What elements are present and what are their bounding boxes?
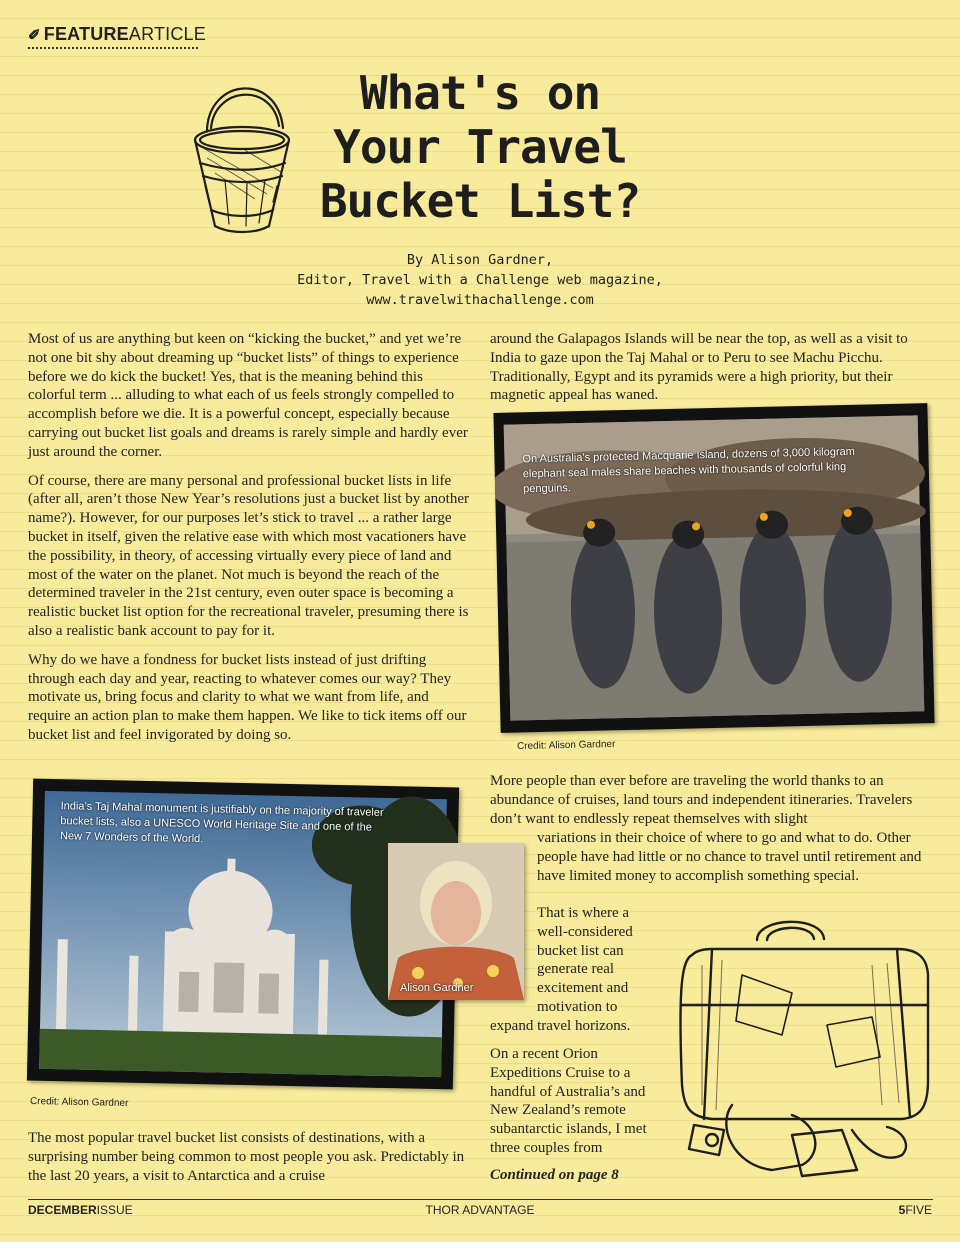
taj-credit: Credit: Alison Gardner — [29, 1095, 129, 1110]
footer-page — [899, 1203, 932, 1217]
penguin-credit: Credit: Alison Gardner — [516, 738, 616, 753]
column-right-middle — [490, 772, 922, 828]
paragraph: Of course, there are many personal and professional bucket lists in life (after all, aren’t those New Year’s resolutions just a bucket list by another name?). However, for our purposes let’s stick to travel ... a rather large bucket in itself, given the relative ease with which most vacationers have the possibility, in theory, of accessing virtually every piece of land and most of the water on the planet. Not much is beyond the reach of the determined traveler in the 21st century, even outer space is becoming a realistic bucket list option for the recreational traveler, presuming there is also a realistic bank account to pay for it. — [28, 472, 470, 639]
article-title — [300, 66, 660, 228]
portrait-caption: Alison Gardner — [400, 982, 474, 994]
pencil-icon: ✐ — [28, 27, 41, 44]
portrait-image — [388, 843, 524, 1000]
paragraph: around the Galapagos Islands will be near the top, as well as a visit to India to gaze upon the Taj Mahal or to Peru to see Machu Picchu. Traditionally, Egypt and its pyramids were a high priority, but their magnetic appeal has waned. — [490, 331, 908, 404]
column-right-end — [490, 1017, 690, 1036]
column-right-bottom — [490, 1045, 670, 1185]
footer-rule — [28, 1199, 933, 1200]
title-line-1: What's on — [359, 66, 601, 120]
paragraph: That is where a well-considered bucket list can generate real excitement and motivation to — [537, 905, 633, 1015]
footer-page-number: 5 — [898, 1203, 906, 1217]
column-left — [28, 330, 473, 755]
paragraph: The most popular travel bucket list consists of destinations, with a surprising number being common to most people you ask. Predictably in the last 20 years, a visit to Antarctica and a cruise — [28, 1130, 465, 1184]
paragraph: Most of us are anything but keen on “kicking the bucket,” and yet we’re not one bit shy about dreaming up “bucket lists” of things to experience before we do kick the bucket! Yes, that is the meaning behind this colorful term ... alluding to what each of us feels strongly compelled to accomplish before we die. It is a powerful concept, especially because carrying out bucket list goals and dreams is rarely simple and hardly ever just around the corner. — [28, 331, 468, 460]
byline-role: Editor, Travel with a Challenge web magazine, www.travelwithachallenge.com — [297, 272, 663, 308]
paragraph: variations in their choice of where to go and what to do. Other people have had little or no chance to travel until retirement and have limited money to accomplish something special. — [537, 830, 922, 884]
column-right-wrap — [537, 829, 922, 885]
column-left-bottom — [28, 1129, 473, 1185]
taj-caption: India’s Taj Mahal monument is justifiably on the majority of traveler bucket lists, also a UNESCO World Heritage Site and one of the New 7 Wonders of the World. — [59, 800, 384, 846]
byline — [180, 250, 780, 310]
footer-month: DECEMBER — [28, 1203, 97, 1217]
header-feature: FEATURE — [43, 24, 129, 44]
paragraph: On a recent Orion Expeditions Cruise to a handful of Australia’s and New Zealand’s remote subantarctic islands, I met three couples from — [490, 1046, 647, 1156]
paragraph: More people than ever before are traveling the world thanks to an abundance of cruises, land tours and independent itineraries. Travelers don’t want to endlessly repeat themselves with slight — [490, 773, 913, 827]
footer-page-word: FIVE — [905, 1203, 932, 1217]
title-line-2: Your Travel — [333, 120, 627, 174]
penguin-caption: On Australia’s protected Macquarie Island, dozens of 3,000 kilogram elephant seal males share beaches with thousands of colorful king penguins. — [522, 445, 855, 496]
portrait-photo — [388, 843, 524, 1000]
title-line-3: Bucket List? — [319, 174, 641, 228]
column-right-top — [490, 330, 920, 415]
paragraph: Why do we have a fondness for bucket lists instead of just drifting through each day and year, reacting to whatever comes our way? They motivate us, bring focus and clarity to what we want from life, and require an action plan to make them happen. We like to tick items off our bucket list and feel invigorated by doing so. — [28, 651, 467, 743]
header-article: ARTICLE — [128, 24, 206, 44]
bucket-illustration — [185, 68, 300, 243]
section-header — [28, 24, 206, 45]
continued-note: Continued on page 8 — [490, 1166, 619, 1183]
byline-author: By Alison Gardner, — [406, 252, 554, 268]
paragraph: expand travel horizons. — [490, 1018, 631, 1034]
footer-publication: THOR ADVANTAGE — [425, 1203, 535, 1217]
footer-issue-word: ISSUE — [96, 1203, 133, 1217]
column-right-narrow — [537, 904, 655, 1017]
header-divider — [28, 47, 198, 49]
suitcase-illustration — [672, 905, 934, 1190]
penguin-photo — [493, 403, 934, 733]
